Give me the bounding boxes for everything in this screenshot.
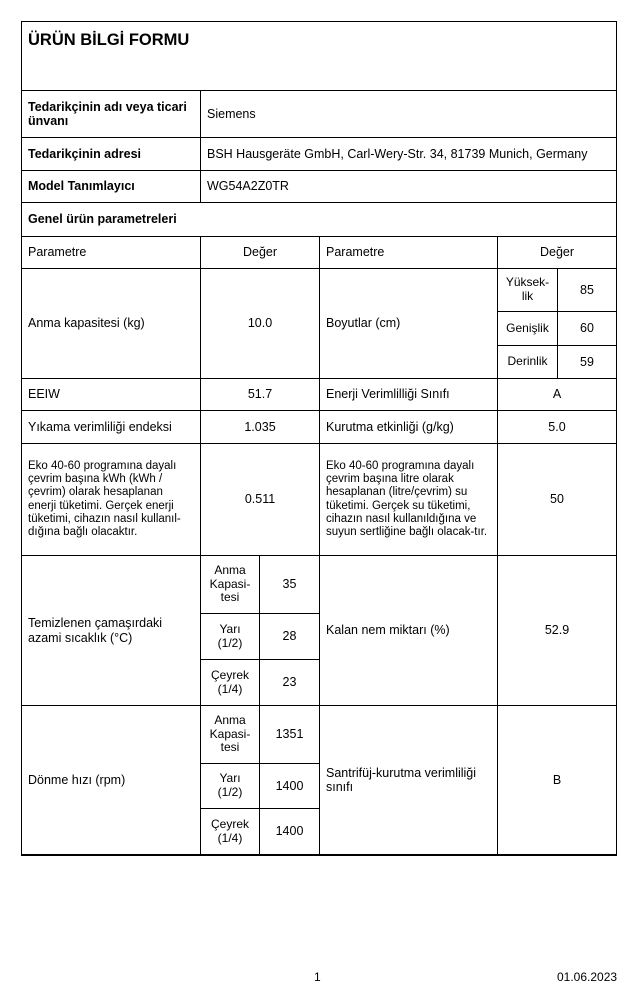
max-temp-quarter-label: Çeyrek (1/4) (201, 660, 260, 706)
max-temp-rated-label: Anma Kapasi-tesi (201, 556, 260, 614)
general-parameters-header: Genel ürün parametreleri (22, 203, 617, 237)
col-header-value-2: Değer (498, 237, 617, 269)
col-header-parameter-1: Parametre (22, 237, 201, 269)
energy-class-value: A (498, 379, 617, 411)
washing-efficiency-label: Yıkama verimliliği endeksi (22, 411, 201, 444)
depth-value: 59 (558, 346, 617, 379)
spin-class-value: B (498, 706, 617, 855)
spin-rated-value: 1351 (260, 706, 320, 764)
supplier-name-label: Tedarikçinin adı veya ticari ünvanı (22, 91, 201, 138)
max-temp-quarter-value: 23 (260, 660, 320, 706)
dimensions-label: Boyutlar (cm) (320, 269, 498, 379)
energy-consumption-label: Eko 40-60 programına dayalı çevrim başına kWh (kWh / çevrim) olarak hesaplanan enerji tüketimi. Gerçek enerji tüketimi, cihazın nasıl kullanıl-dığına bağlı olacaktır. (22, 444, 201, 556)
spin-rated-label: Anma Kapasi-tesi (201, 706, 260, 764)
form-title: ÜRÜN BİLGİ FORMU (22, 22, 617, 91)
max-temp-half-value: 28 (260, 614, 320, 660)
max-temp-half-label: Yarı (1/2) (201, 614, 260, 660)
eeiw-label: EEIW (22, 379, 201, 411)
col-header-parameter-2: Parametre (320, 237, 498, 269)
rinsing-effectiveness-value: 5.0 (498, 411, 617, 444)
water-consumption-label: Eko 40-60 programına dayalı çevrim başına litre olarak hesaplanan (litre/çevrim) su tüketimi. Gerçek su tüketimi, cihazın nasıl kullanıldığına ve suyun sertliğine bağlı olacak-tır. (320, 444, 498, 556)
product-info-form (21, 21, 617, 856)
model-label: Model Tanımlayıcı (22, 171, 201, 203)
moisture-label: Kalan nem miktarı (%) (320, 556, 498, 706)
spin-speed-label: Dönme hızı (rpm) (22, 706, 201, 855)
eeiw-value: 51.7 (201, 379, 320, 411)
supplier-address-label: Tedarikçinin adresi (22, 138, 201, 171)
model-value: WG54A2Z0TR (201, 171, 617, 203)
capacity-label: Anma kapasitesi (kg) (22, 269, 201, 379)
spin-half-value: 1400 (260, 764, 320, 809)
width-label: Genişlik (498, 312, 558, 346)
spin-half-label: Yarı (1/2) (201, 764, 260, 809)
footer-date: 01.06.2023 (557, 970, 618, 984)
rinsing-effectiveness-label: Kurutma etkinliği (g/kg) (320, 411, 498, 444)
max-temp-rated-value: 35 (260, 556, 320, 614)
moisture-value: 52.9 (498, 556, 617, 706)
spin-quarter-value: 1400 (260, 809, 320, 855)
height-value: 85 (558, 269, 617, 312)
supplier-address-value: BSH Hausgeräte GmbH, Carl-Wery-Str. 34, 81739 Munich, Germany (201, 138, 617, 171)
supplier-name-value: Siemens (201, 91, 617, 138)
width-value: 60 (558, 312, 617, 346)
depth-label: Derinlik (498, 346, 558, 379)
height-label: Yüksek-lik (498, 269, 558, 312)
washing-efficiency-value: 1.035 (201, 411, 320, 444)
spin-quarter-label: Çeyrek (1/4) (201, 809, 260, 855)
spin-class-label: Santrifüj-kurutma verimliliği sınıfı (320, 706, 498, 855)
page-number: 1 (314, 970, 321, 984)
energy-consumption-value: 0.511 (201, 444, 320, 556)
col-header-value-1: Değer (201, 237, 320, 269)
water-consumption-value: 50 (498, 444, 617, 556)
energy-class-label: Enerji Verimlilliği Sınıfı (320, 379, 498, 411)
capacity-value: 10.0 (201, 269, 320, 379)
max-temperature-label: Temizlenen çamaşırdaki azami sıcaklık (°C) (22, 556, 201, 706)
